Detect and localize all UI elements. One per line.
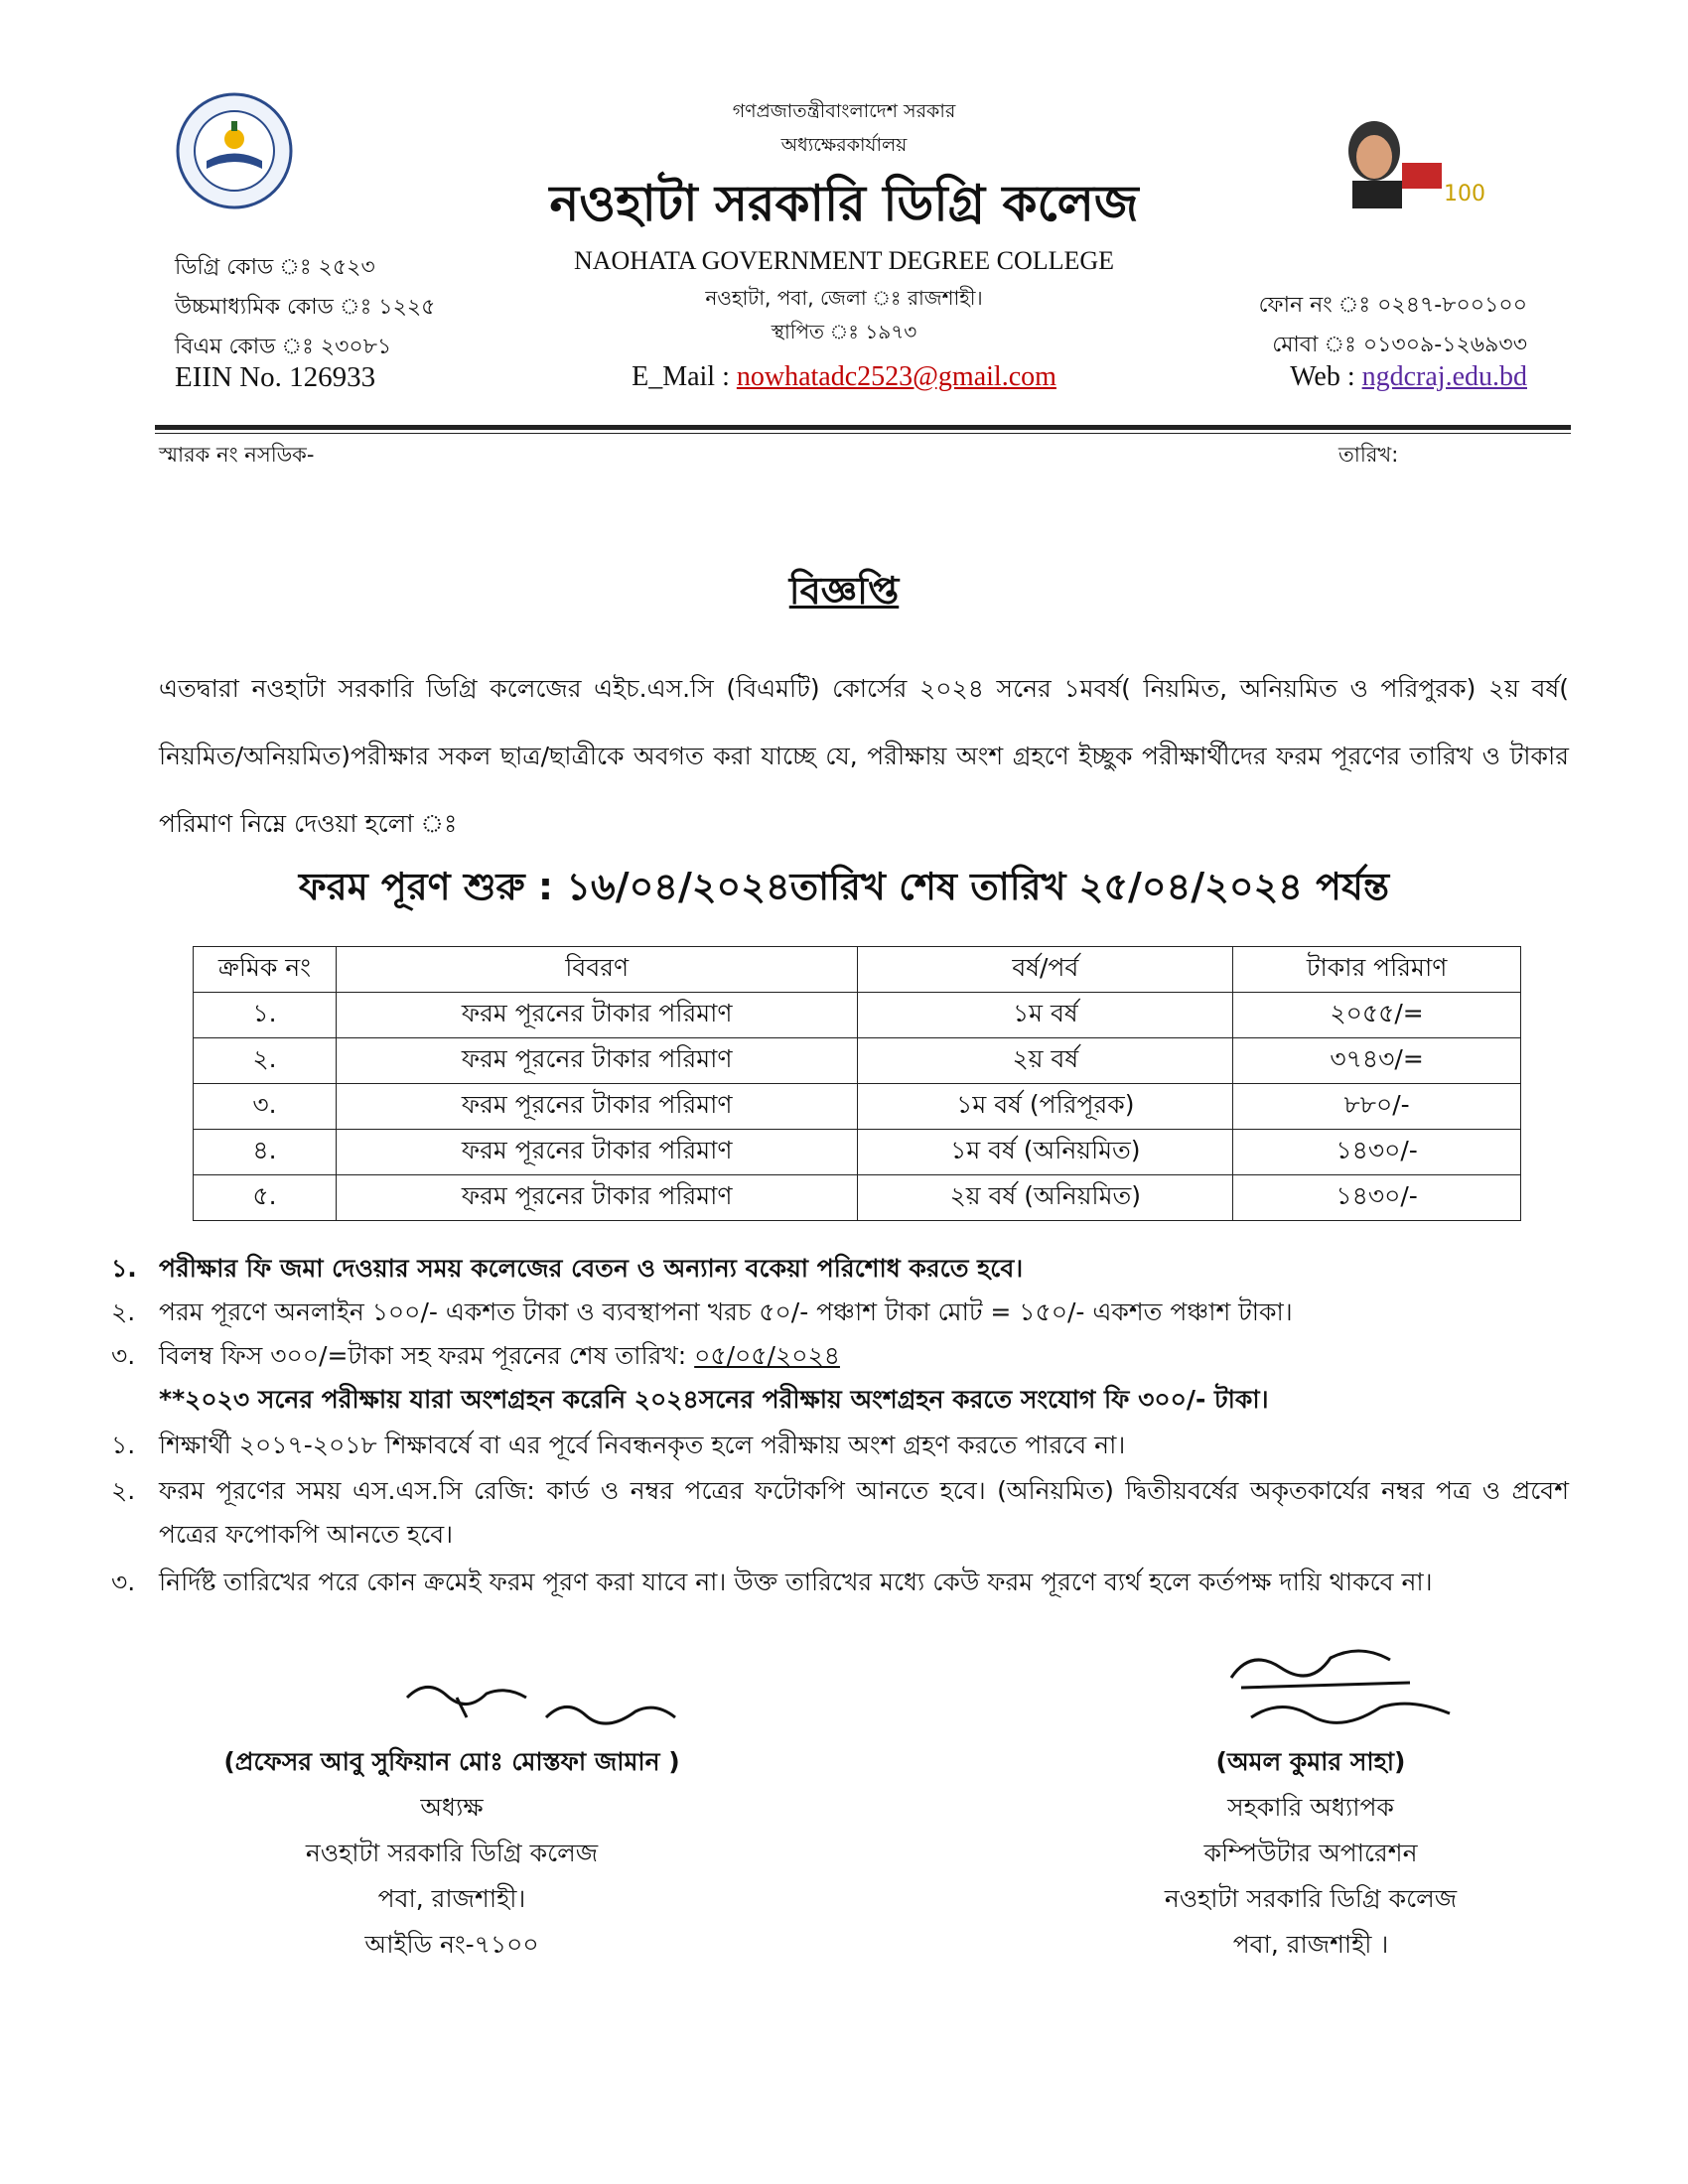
principal-signature-block [159,1739,745,1968]
cell-description: ফরম পূরনের টাকার পরিমাণ [336,1130,858,1175]
list-item [0,1469,1688,1557]
special-note [0,1378,1688,1422]
table-row [194,1084,1521,1130]
svg-text:100: 100 [1444,182,1485,206]
list-item-number: ৩. [111,1568,136,1596]
cell-year: ২য় বর্ষ (অনিয়মিত) [858,1175,1233,1221]
officer-signature [1211,1628,1470,1737]
eiin-number: EIIN No. 126933 [175,361,376,393]
college-name-bangla: নওহাটা সরকারি ডিগ্রি কলেজ [549,175,1139,232]
header-divider [155,425,1571,434]
list-item-text [159,1334,1569,1378]
list-item-number: ১. [111,1254,137,1283]
notice-paragraph: এতদ্বারা নওহাটা সরকারি ডিগ্রি কলেজের এইচ.এস.সি (বিএমটি) কোর্সের ২০২৪ সনের ১মবর্ষ( নিয়মিত, অনিয়মিত ও পরিপুরক) ২য় বর্ষ( নিয়মিত/অনিয়মিত)পরীক্ষার সকল ছাত্র/ছাত্রীকে অবগত করা যাচ্ছে যে, পরীক্ষায় অংশ গ্রহণে ইচ্ছুক পরীক্ষার্থীদের ফরম পূরণের তারিখ ও টাকার পরিমাণ নিম্নে দেওয়া হলো ঃ [159,674,1569,838]
late-fee-deadline: ০৫/০৫/২০২৪ [694,1341,840,1370]
web-row [1290,361,1527,393]
principal-id: আইডি নং-৭১০০ [364,1930,539,1959]
notice-title-text: বিজ্ঞপ্তি [788,569,900,613]
cell-year: ১ম বর্ষ (অনিয়মিত) [858,1130,1233,1175]
web-link[interactable]: ngdcraj.edu.bd [1361,361,1527,392]
list-item-number: ১. [111,1431,136,1459]
cell-amount: ৩৭৪৩/= [1233,1038,1521,1084]
col-header-serial: ক্রমিক নং [194,947,337,993]
email-row [447,361,1241,393]
form-fillup-dates: ফরম পূরণ শুরু : ১৬/০৪/২০২৪তারিখ শেষ তারিখ ২৫/০৪/২০২৪ পর্যন্ত [298,865,1390,908]
officer-name: (অমল কুমার সাহা) [1215,1747,1406,1776]
cell-description: ফরম পূরনের টাকার পরিমাণ [336,1038,858,1084]
cell-description: ফরম পূরনের টাকার পরিমাণ [336,1175,858,1221]
institution-codes [175,248,435,367]
cell-amount: ১৪৩০/- [1233,1130,1521,1175]
established-year: স্থাপিত ঃ ১৯৭৩ [771,320,917,343]
degree-code: ডিগ্রি কোড ঃ ২৫২৩ [175,255,375,280]
principal-name: (প্রফেসর আবু সুফিয়ান মোঃ মোস্তফা জামান ) [223,1747,680,1776]
cell-serial: ৩. [194,1084,337,1130]
college-name-english: NAOHATA GOVERNMENT DEGREE COLLEGE [573,246,1115,275]
cell-serial: ২. [194,1038,337,1084]
table-row [194,993,1521,1038]
list-item [0,1291,1688,1334]
list-item-text: পরীক্ষার ফি জমা দেওয়ার সময় কলেজের বেতন ও অন্যান্য বকেয়া পরিশোধ করতে হবে। [159,1254,1024,1283]
table-row [194,1175,1521,1221]
list-item-number: ২. [111,1297,136,1326]
col-header-description: বিবরণ [336,947,858,993]
web-label: Web : [1290,361,1362,392]
bm-code: বিএম কোড ঃ ২৩০৮১ [175,335,392,359]
contact-info [1259,286,1527,365]
table-header-row [194,947,1521,993]
cell-serial: ৫. [194,1175,337,1221]
fee-table [193,946,1521,1221]
college-logo [175,91,294,210]
cell-serial: ১. [194,993,337,1038]
officer-signature-block [1092,1739,1529,1968]
cell-serial: ৪. [194,1130,337,1175]
phone-number: ফোন নং ঃ ০২৪৭-৮০০১০০ [1258,293,1527,318]
officer-location: পবা, রাজশাহী । [1232,1930,1389,1959]
special-note-text: **২০২৩ সনের পরীক্ষায় যারা অংশগ্রহন করেনি ২০২৪সনের পরীক্ষায় অংশগ্রহন করতে সংযোগ ফি ৩০০/- টাকা। [159,1385,1269,1414]
hsc-code: উচ্চমাধ্যমিক কোড ঃ ১২২৫ [175,295,436,320]
list-item [0,1247,1688,1291]
list-item-text: শিক্ষার্থী ২০১৭-২০১৮ শিক্ষাবর্ষে বা এর পূর্বে নিবন্ধনকৃত হলে পরীক্ষায় অংশ গ্রহণ করতে পারবে না। [159,1431,1126,1459]
cell-amount: ২০৫৫/= [1233,993,1521,1038]
date-label: তারিখ: [1338,443,1399,467]
principal-college: নওহাটা সরকারি ডিগ্রি কলেজ [305,1839,599,1867]
officer-college: নওহাটা সরকারি ডিগ্রি কলেজ [1164,1884,1458,1913]
government-line: গণপ্রজাতন্ত্রীবাংলাদেশ সরকার [732,100,956,122]
late-fee-text: বিলম্ব ফিস ৩০০/=টাকা সহ ফরম পূরনের শেষ তারিখ: [159,1341,695,1370]
cell-description: ফরম পূরনের টাকার পরিমাণ [336,993,858,1038]
college-address: নওহাটা, পবা, জেলা ঃ রাজশাহী। [705,286,983,310]
cell-year: ১ম বর্ষ (পরিপূরক) [858,1084,1233,1130]
cell-year: ২য় বর্ষ [858,1038,1233,1084]
principal-signature [397,1668,695,1747]
table-row [194,1038,1521,1084]
list-item-number: ২. [111,1476,136,1505]
email-link[interactable]: nowhatadc2523@gmail.com [736,361,1056,392]
cell-year: ১ম বর্ষ [858,993,1233,1038]
cell-amount: ১৪৩০/- [1233,1175,1521,1221]
memo-number: স্মারক নং নসডিক- [159,443,315,467]
table-row [194,1130,1521,1175]
list-item [0,1334,1688,1378]
col-header-amount: টাকার পরিমাণ [1233,947,1521,993]
cell-description: ফরম পূরনের টাকার পরিমাণ [336,1084,858,1130]
list-item-text: ফরম পূরণের সময় এস.এস.সি রেজি: কার্ড ও নম্বর পত্রের ফটোকপি আনতে হবে। (অনিয়মিত) দ্বিতীয়বর্ষের অকৃতকার্যের নম্বর পত্র ও প্রবেশ পত্রের ফপোকপি আনতে হবে। [159,1476,1569,1549]
principal-location: পবা, রাজশাহী। [377,1884,526,1913]
notice-title [0,562,1688,625]
list-item-text: পরম পূরণে অনলাইন ১০০/- একশত টাকা ও ব্যবস্থাপনা খরচ ৫০/- পঞ্চাশ টাকা মোট = ১৫০/- একশত পঞ্চাশ টাকা। [159,1297,1293,1326]
list-item-number: ৩. [111,1341,136,1370]
officer-department: কম্পিউটার অপারেশন [1203,1839,1418,1867]
list-item [0,1424,1688,1467]
mujib-centenary-logo [1333,111,1491,210]
list-item-text: নির্দিষ্ট তারিখের পরে কোন ক্রমেই ফরম পূরণ করা যাবে না। উক্ত তারিখের মধ্যে কেউ ফরম পূরণে ব্যর্থ হলে কর্তপক্ষ দায়ি থাকবে না। [159,1568,1433,1596]
officer-designation: সহকারি অধ্যাপক [1227,1793,1394,1822]
mobile-number: মোবা ঃ ০১৩০৯-১২৬৯৩৩ [1272,333,1527,357]
office-line: অধ্যক্ষেরকার্যালয় [780,134,908,156]
email-label: E_Mail : [632,361,737,392]
principal-designation: অধ্যক্ষ [420,1793,484,1822]
col-header-year: বর্ষ/পর্ব [858,947,1233,993]
cell-amount: ৮৮০/- [1233,1084,1521,1130]
